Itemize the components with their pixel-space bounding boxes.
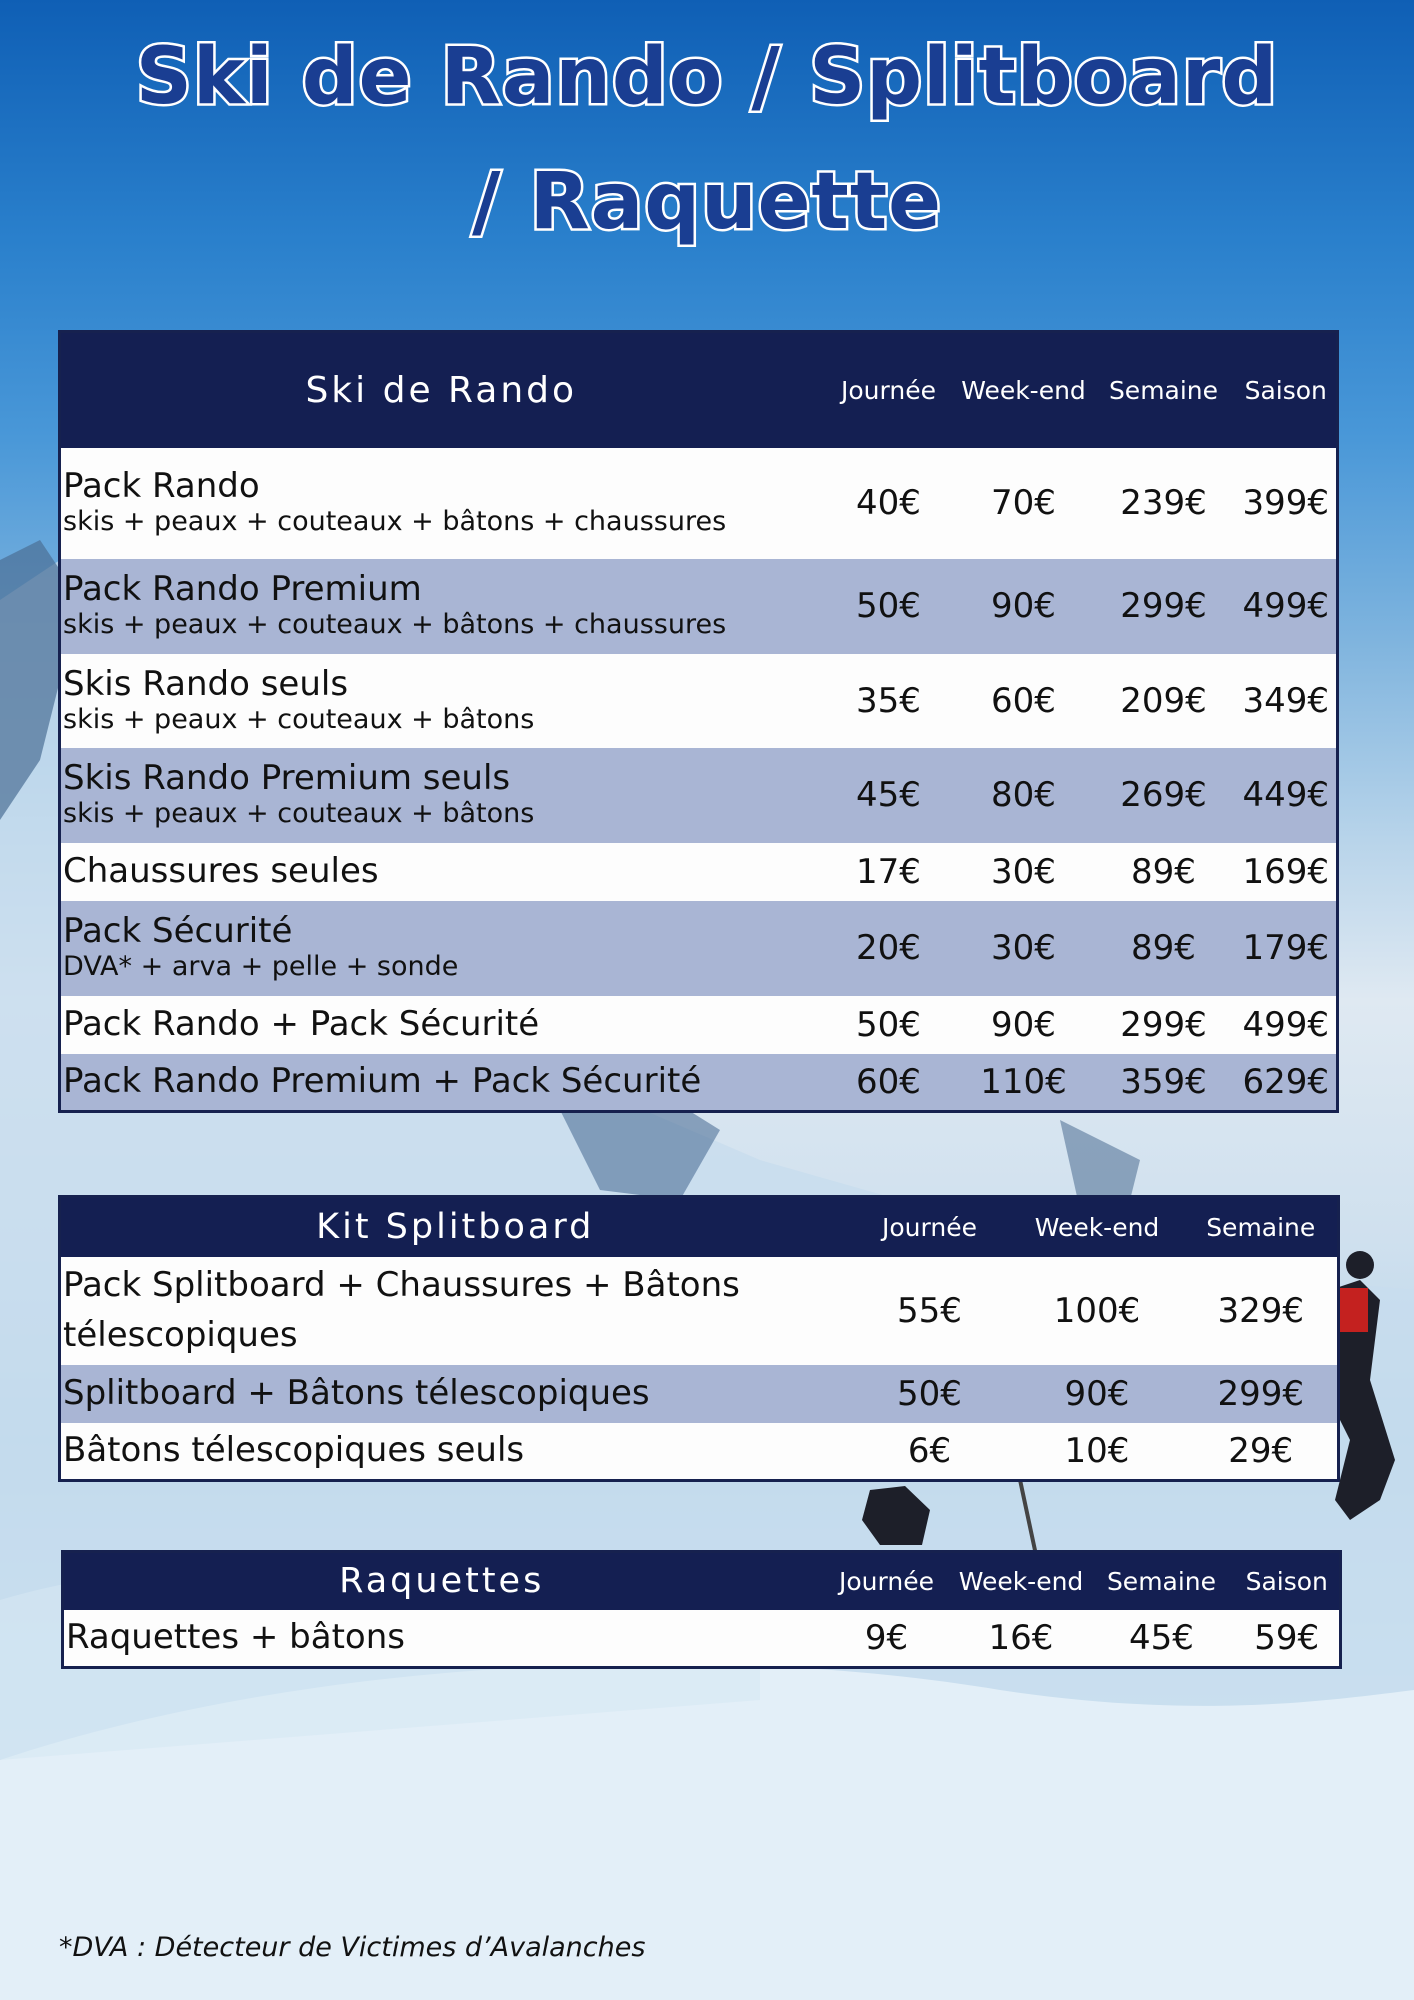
price-journee: 45€ — [856, 775, 921, 815]
row-name — [60, 559, 822, 654]
price-week-end: 70€ — [991, 483, 1056, 523]
row-name: Pack Rando + Pack Sécurité — [63, 1003, 540, 1044]
price-saison: 499€ — [1242, 586, 1330, 626]
column-header: Journée — [850, 1197, 1010, 1257]
price-journee: 6€ — [907, 1430, 952, 1471]
price-saison: 449€ — [1242, 775, 1330, 815]
price-week-end: 10€ — [1064, 1430, 1130, 1471]
price-journee: 35€ — [856, 680, 921, 721]
section-title: Raquettes — [63, 1552, 820, 1610]
price-week-end: 16€ — [988, 1617, 1054, 1658]
table-row — [60, 1365, 1339, 1423]
column-header: Journée — [822, 332, 956, 448]
price-journee: 20€ — [856, 928, 921, 968]
row-name: Splitboard + Bâtons télescopiques — [63, 1372, 650, 1413]
table-row — [60, 1423, 1339, 1481]
price-semaine: 329€ — [1217, 1290, 1305, 1331]
row-title: Pack Rando — [63, 466, 260, 507]
price-semaine: 89€ — [1131, 851, 1196, 892]
price-week-end: 30€ — [991, 928, 1056, 968]
row-name — [60, 748, 822, 843]
price-saison: 499€ — [1242, 1004, 1330, 1045]
price-semaine: 89€ — [1131, 928, 1196, 968]
raquettes-header — [63, 1552, 1341, 1610]
price-week-end: 90€ — [1064, 1373, 1130, 1414]
table-row — [60, 901, 1338, 996]
row-name — [60, 654, 822, 748]
page-title-line2: / Raquette — [471, 157, 943, 247]
table-row — [60, 1054, 1338, 1112]
price-semaine: 45€ — [1129, 1617, 1194, 1658]
table-row — [60, 748, 1338, 843]
row-title: Skis Rando Premium seuls — [63, 758, 511, 799]
price-journee: 50€ — [897, 1373, 962, 1414]
price-semaine: 359€ — [1120, 1061, 1207, 1102]
table-row — [63, 1610, 1341, 1668]
splitboard-header — [60, 1197, 1339, 1257]
column-header: Saison — [1236, 332, 1338, 448]
page-title-line1: Ski de Rando / Splitboard — [135, 32, 1279, 122]
price-week-end: 100€ — [1053, 1290, 1141, 1331]
section-title: Ski de Rando — [60, 332, 822, 448]
row-detail: skis + peaux + couteaux + bâtons + chaussures — [63, 609, 727, 641]
column-header: Semaine — [1185, 1197, 1339, 1257]
price-journee: 9€ — [864, 1617, 909, 1658]
row-name — [60, 448, 822, 559]
row-detail: DVA* + arva + pelle + sonde — [63, 951, 459, 983]
price-week-end: 110€ — [980, 1061, 1067, 1102]
table-row — [60, 559, 1338, 654]
row-name: Chaussures seules — [63, 850, 379, 891]
ski-rando-header — [60, 332, 1338, 448]
row-name: Pack Rando Premium + Pack Sécurité — [63, 1061, 702, 1102]
price-journee: 50€ — [856, 586, 921, 626]
row-detail: skis + peaux + couteaux + bâtons + chaussures — [63, 506, 727, 538]
price-journee: 50€ — [856, 1004, 921, 1045]
price-journee: 40€ — [856, 483, 921, 523]
column-header: Saison — [1235, 1552, 1341, 1610]
table-row — [60, 843, 1338, 901]
row-detail: skis + peaux + couteaux + bâtons — [63, 703, 535, 735]
price-week-end: 30€ — [991, 851, 1056, 892]
price-saison: 169€ — [1242, 851, 1330, 892]
ski-rando-table — [58, 330, 1339, 1113]
price-journee: 60€ — [856, 1061, 921, 1102]
row-name: Bâtons télescopiques seuls — [63, 1430, 525, 1471]
column-header: Week-end — [954, 1552, 1089, 1610]
price-saison: 59€ — [1254, 1617, 1320, 1658]
row-name: Pack Splitboard + Chaussures + Bâtons télescopiques — [63, 1265, 740, 1355]
price-saison: 629€ — [1242, 1061, 1330, 1102]
price-week-end: 60€ — [991, 680, 1056, 721]
price-semaine: 209€ — [1120, 680, 1207, 721]
price-semaine: 239€ — [1120, 483, 1207, 523]
table-row — [60, 448, 1338, 559]
price-saison: 349€ — [1242, 680, 1330, 721]
section-title: Kit Splitboard — [60, 1197, 850, 1257]
table-row — [60, 996, 1338, 1054]
row-title: Skis Rando seuls — [63, 663, 349, 704]
column-header: Semaine — [1092, 332, 1236, 448]
row-name: Raquettes + bâtons — [66, 1617, 405, 1658]
price-semaine: 29€ — [1228, 1430, 1294, 1471]
price-week-end: 80€ — [991, 775, 1056, 815]
price-semaine: 269€ — [1120, 775, 1207, 815]
row-name — [60, 901, 822, 996]
row-title: Pack Rando Premium — [63, 569, 422, 610]
price-week-end: 90€ — [991, 586, 1056, 626]
table-row — [60, 654, 1338, 748]
column-header: Week-end — [956, 332, 1092, 448]
footnote: *DVA : Détecteur de Victimes d’Avalanches — [59, 1932, 646, 1963]
splitboard-table — [58, 1195, 1340, 1482]
price-semaine: 299€ — [1217, 1373, 1305, 1414]
raquettes-table — [61, 1550, 1342, 1669]
row-title: Pack Sécurité — [63, 911, 293, 952]
column-header: Journée — [820, 1552, 954, 1610]
column-header: Week-end — [1010, 1197, 1185, 1257]
price-journee: 55€ — [897, 1290, 962, 1331]
price-journee: 17€ — [856, 851, 921, 892]
column-header: Semaine — [1089, 1552, 1235, 1610]
price-week-end: 90€ — [991, 1004, 1056, 1045]
table-row — [60, 1257, 1339, 1365]
price-saison: 179€ — [1242, 928, 1330, 968]
price-saison: 399€ — [1242, 483, 1330, 523]
row-detail: skis + peaux + couteaux + bâtons — [63, 798, 535, 830]
price-semaine: 299€ — [1120, 586, 1207, 626]
price-semaine: 299€ — [1120, 1004, 1207, 1045]
